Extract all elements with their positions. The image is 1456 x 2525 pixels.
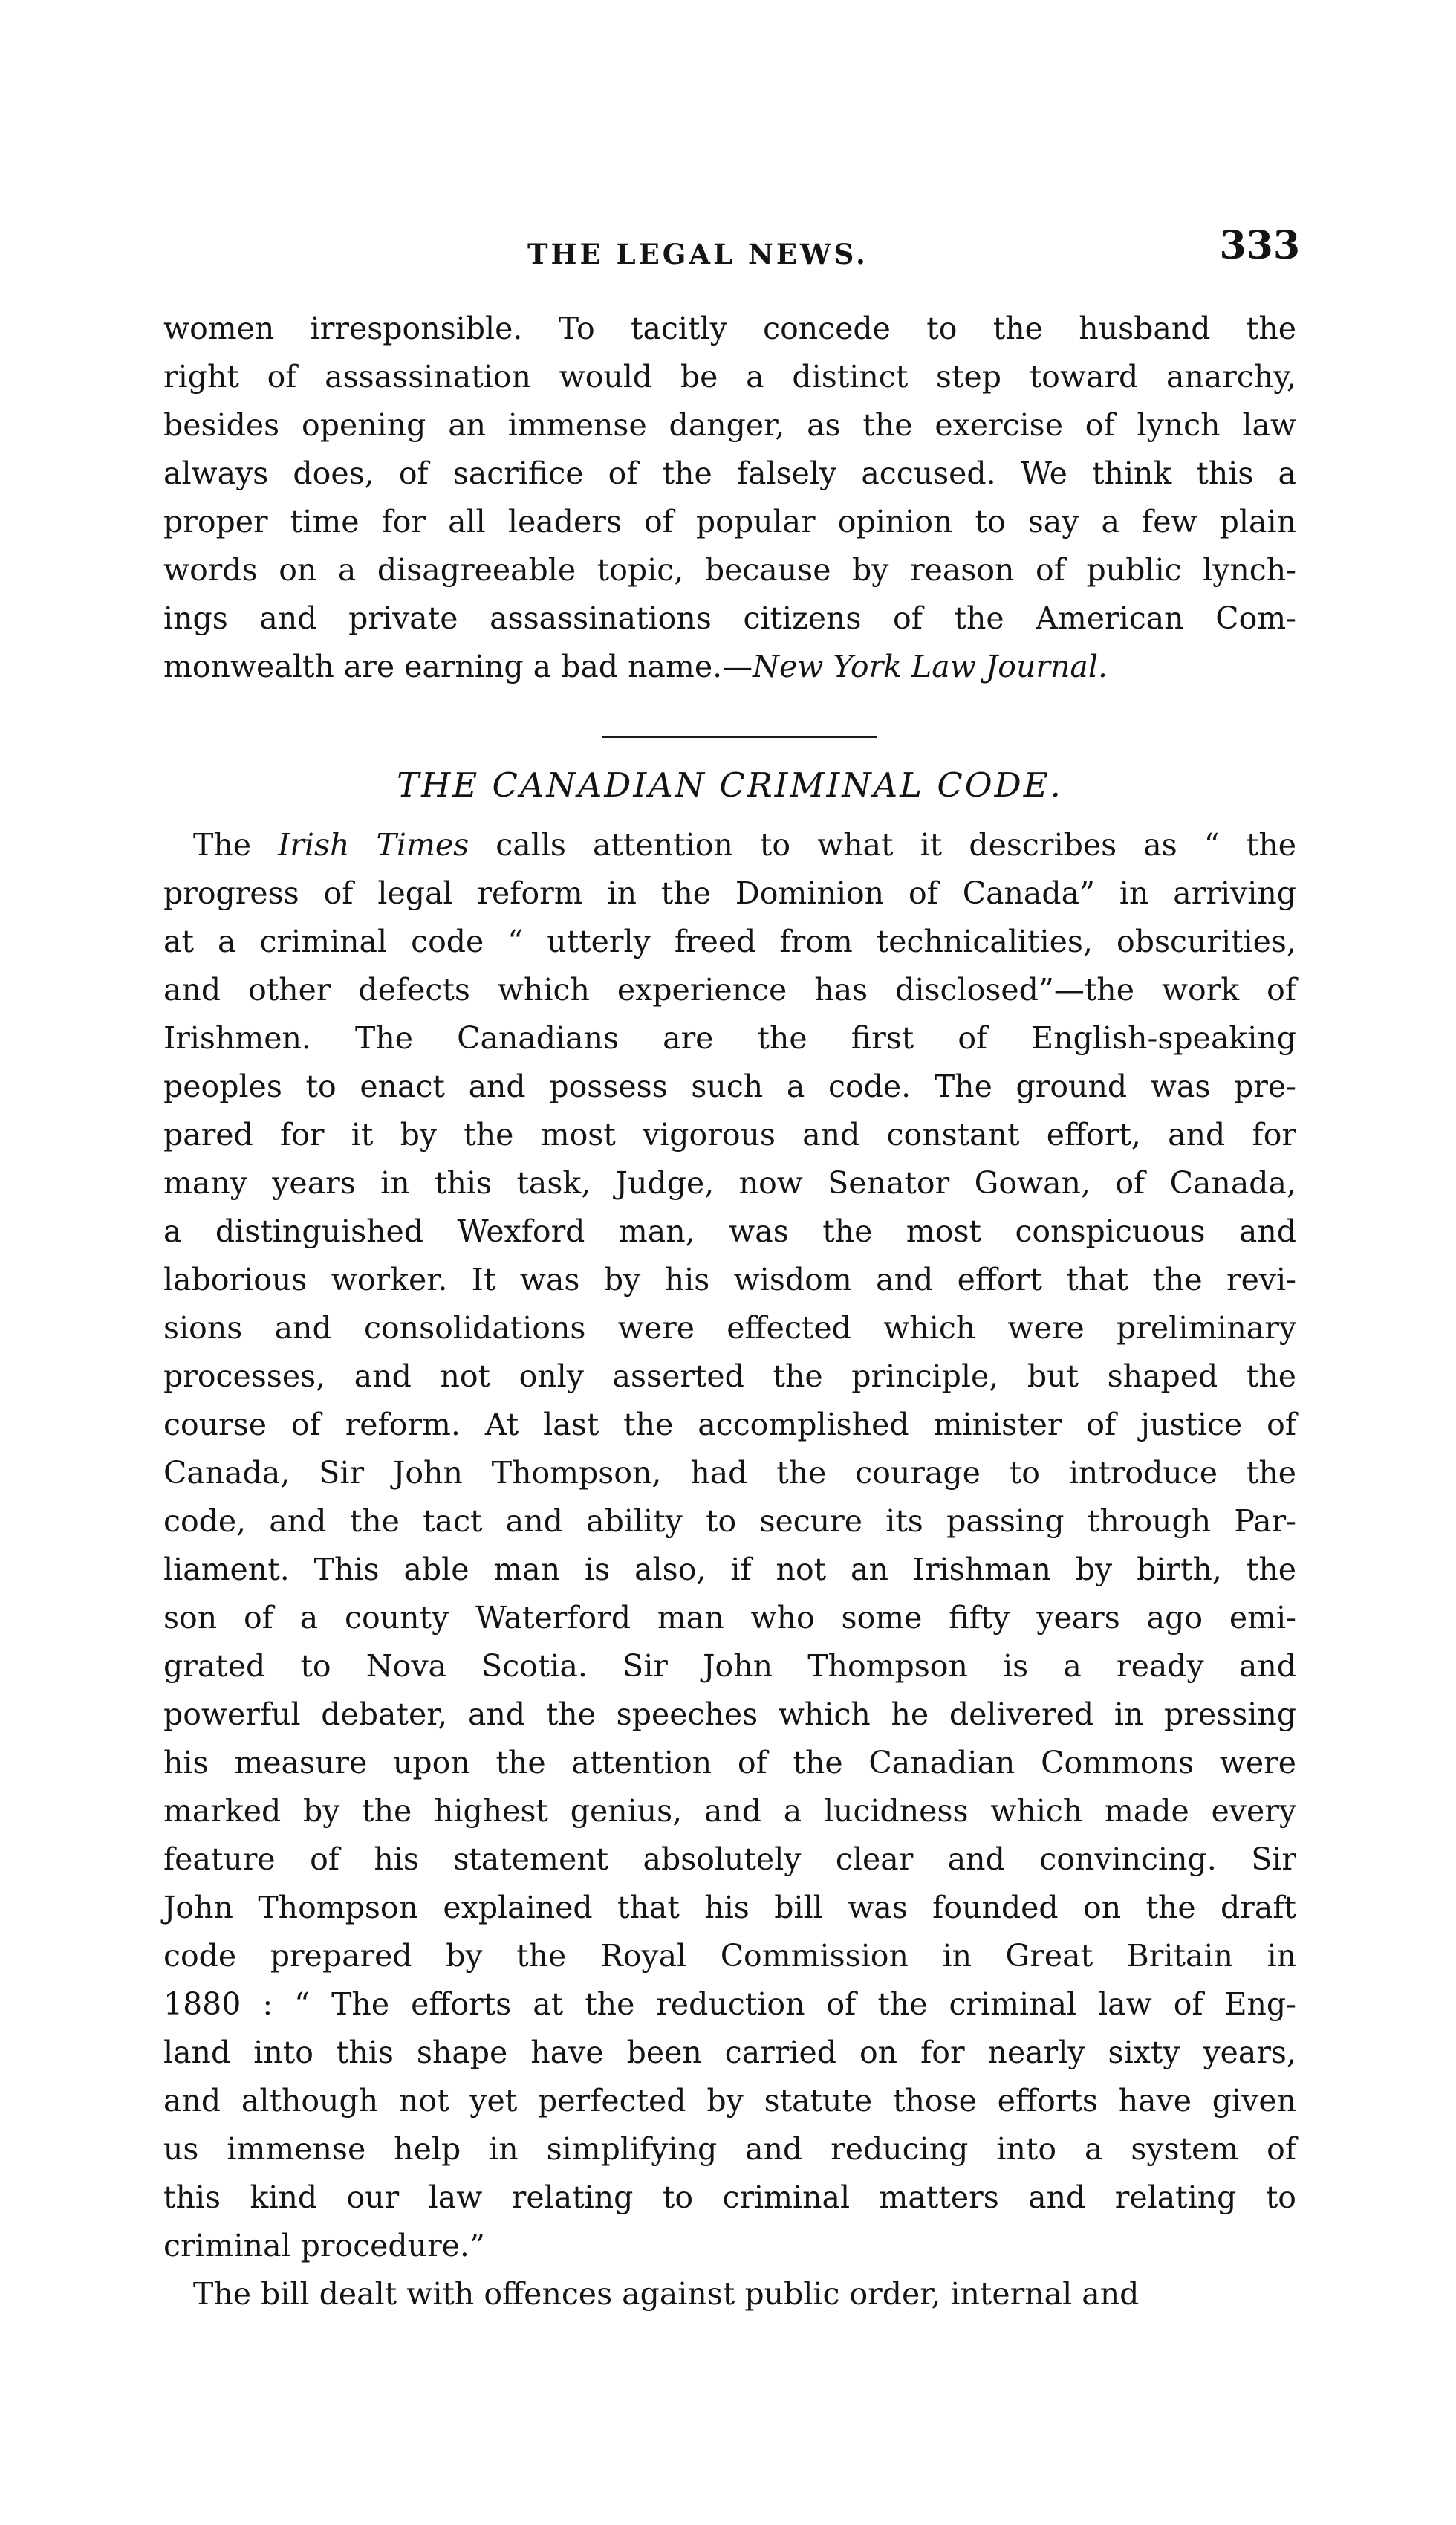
text-line-first: [163, 821, 1296, 869]
text-line: code, and the tact and ability to secure its passing through Par-: [163, 1503, 1296, 1539]
text-line: at a criminal code “ utterly freed from technicalities, obscurities,: [163, 924, 1296, 959]
text-line: course of reform. At last the accomplished minister of justice of: [163, 1407, 1296, 1442]
running-head: [163, 223, 1300, 282]
text-line: powerful debater, and the speeches which he delivered in pressing: [163, 1696, 1296, 1732]
text-line: peoples to enact and possess such a code. The ground was pre-: [163, 1069, 1296, 1104]
text-line-last: criminal procedure.”: [163, 2228, 485, 2263]
text-line: many years in this task, Judge, now Senator Gowan, of Canada,: [163, 1165, 1296, 1201]
text-line: his measure upon the attention of the Canadian Commons were: [163, 1745, 1296, 1780]
text-line: land into this shape have been carried on for nearly sixty years,: [163, 2035, 1296, 2070]
text-line: ings and private assassinations citizens of the American Com-: [163, 600, 1296, 636]
text-line: progress of legal reform in the Dominion of Canada” in arriving: [163, 875, 1296, 911]
text-line: 1880 : “ The efforts at the reduction of the criminal law of Eng-: [163, 1986, 1296, 2022]
paragraph-one: [163, 305, 1296, 691]
text-line: laborious worker. It was by his wisdom and effort that the revi-: [163, 1262, 1296, 1297]
text-line: and although not yet perfected by statute those efforts have given: [163, 2083, 1296, 2119]
paragraph-three-first-line: The bill dealt with offences against public order, internal and: [193, 2276, 1140, 2312]
running-title: THE LEGAL NEWS.: [527, 238, 868, 270]
text-line: us immense help in simplifying and reducing into a system of: [163, 2131, 1296, 2167]
text-line: Irishmen. The Canadians are the first of English-speaking: [163, 1020, 1296, 1056]
text-line: pared for it by the most vigorous and constant effort, and for: [163, 1117, 1296, 1153]
text-line: Canada, Sir John Thompson, had the courage to introduce the: [163, 1455, 1296, 1491]
closing-text: monwealth are earning a bad name.—: [163, 649, 753, 684]
section-divider: [602, 736, 877, 738]
text-line: women irresponsible. To tacitly concede to the husband the: [163, 311, 1296, 346]
text-line: always does, of sacrifice of the falsely accused. We think this a: [163, 456, 1296, 491]
line-start: The: [193, 827, 279, 863]
text-line: John Thompson explained that his bill was founded on the draft: [163, 1890, 1296, 1925]
section-heading: THE CANADIAN CRIMINAL CODE.: [397, 765, 1063, 805]
source-citation: New York Law Journal.: [753, 649, 1108, 684]
text-line: besides opening an immense danger, as the exercise of lynch law: [163, 407, 1296, 443]
paragraph-two: [163, 821, 1296, 2318]
text-line: son of a county Waterford man who some fifty years ago emi-: [163, 1600, 1296, 1636]
text-line: a distinguished Wexford man, was the most conspicuous and: [163, 1213, 1296, 1249]
text-line: right of assassination would be a distinct step toward anarchy,: [163, 359, 1296, 395]
text-line: sions and consolidations were effected which were preliminary: [163, 1310, 1296, 1346]
text-line: processes, and not only asserted the principle, but shaped the: [163, 1358, 1296, 1394]
publication-name: Irish Times: [278, 827, 469, 863]
text-line: liament. This able man is also, if not an Irishman by birth, the: [163, 1552, 1296, 1587]
text-line: code prepared by the Royal Commission in Great Britain in: [163, 1938, 1296, 1974]
text-line: feature of his statement absolutely clear and convincing. Sir: [163, 1841, 1296, 1877]
page-number: 333: [1219, 223, 1300, 268]
line-end: calls attention to what it describes as “ the: [469, 827, 1296, 863]
text-line: and other defects which experience has disclosed”—the work of: [163, 972, 1296, 1008]
text-line: proper time for all leaders of popular opinion to say a few plain: [163, 504, 1296, 539]
text-line: this kind our law relating to criminal matters and relating to: [163, 2179, 1296, 2215]
text-line: grated to Nova Scotia. Sir John Thompson is a ready and: [163, 1648, 1296, 1684]
text-line-with-source: [163, 643, 1296, 691]
text-line: words on a disagreeable topic, because by reason of public lynch-: [163, 552, 1296, 588]
text-line: marked by the highest genius, and a lucidness which made every: [163, 1793, 1296, 1829]
